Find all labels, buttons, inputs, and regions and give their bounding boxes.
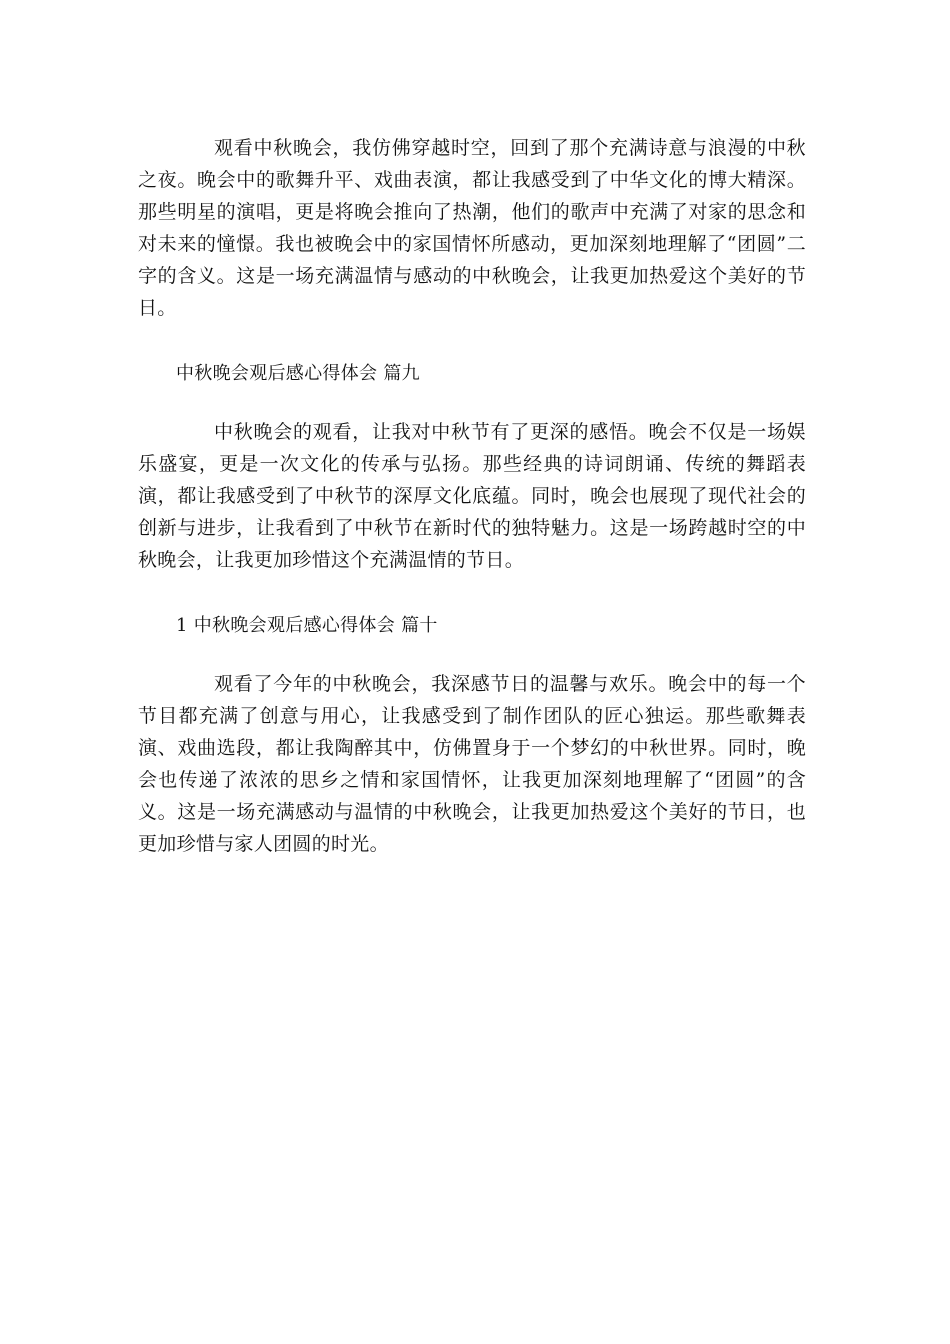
- spacer: [138, 576, 806, 610]
- paragraph-1: 观看中秋晚会，我仿佛穿越时空，回到了那个充满诗意与浪漫的中秋之夜。晚会中的歌舞升平、戏曲表演，都让我感受到了中华文化的博大精深。那些明星的演唱，更是将晚会推向了热潮，他们的歌声中充满了对家的思念和对未来的憧憬。我也被晚会中的家国情怀所感动，更加深刻地理解了“团圆”二字的含义。这是一场充满温情与感动的中秋晚会，让我更加热爱这个美好的节日。: [138, 137, 806, 319]
- spacer: [138, 642, 806, 668]
- spacer: [138, 390, 806, 416]
- section-heading-9: 中秋晚会观后感心得体会 篇九: [176, 363, 420, 384]
- spacer: [138, 324, 806, 358]
- paragraph-2: 中秋晚会的观看，让我对中秋节有了更深的感悟。晚会不仅是一场娱乐盛宴，更是一次文化的传承与弘扬。那些经典的诗词朗诵、传统的舞蹈表演，都让我感受到了中秋节的深厚文化底蕴。同时，晚会也展现了现代社会的创新与进步，让我看到了中秋节在新时代的独特魅力。这是一场跨越时空的中秋晚会，让我更加珍惜这个充满温情的节日。: [138, 421, 806, 571]
- section-heading-10: 1 中秋晚会观后感心得体会 篇十: [176, 615, 438, 636]
- paragraph-3: 观看了今年的中秋晚会，我深感节日的温馨与欢乐。晚会中的每一个节目都充满了创意与用心，让我感受到了制作团队的匠心独运。那些歌舞表演、戏曲选段，都让我陶醉其中，仿佛置身于一个梦幻的中秋世界。同时，晚会也传递了浓浓的思乡之情和家国情怀，让我更加深刻地理解了“团圆”的含义。这是一场充满感动与温情的中秋晚会，让我更加热爱这个美好的节日，也更加珍惜与家人团圆的时光。: [138, 673, 806, 855]
- document-body: [138, 132, 806, 860]
